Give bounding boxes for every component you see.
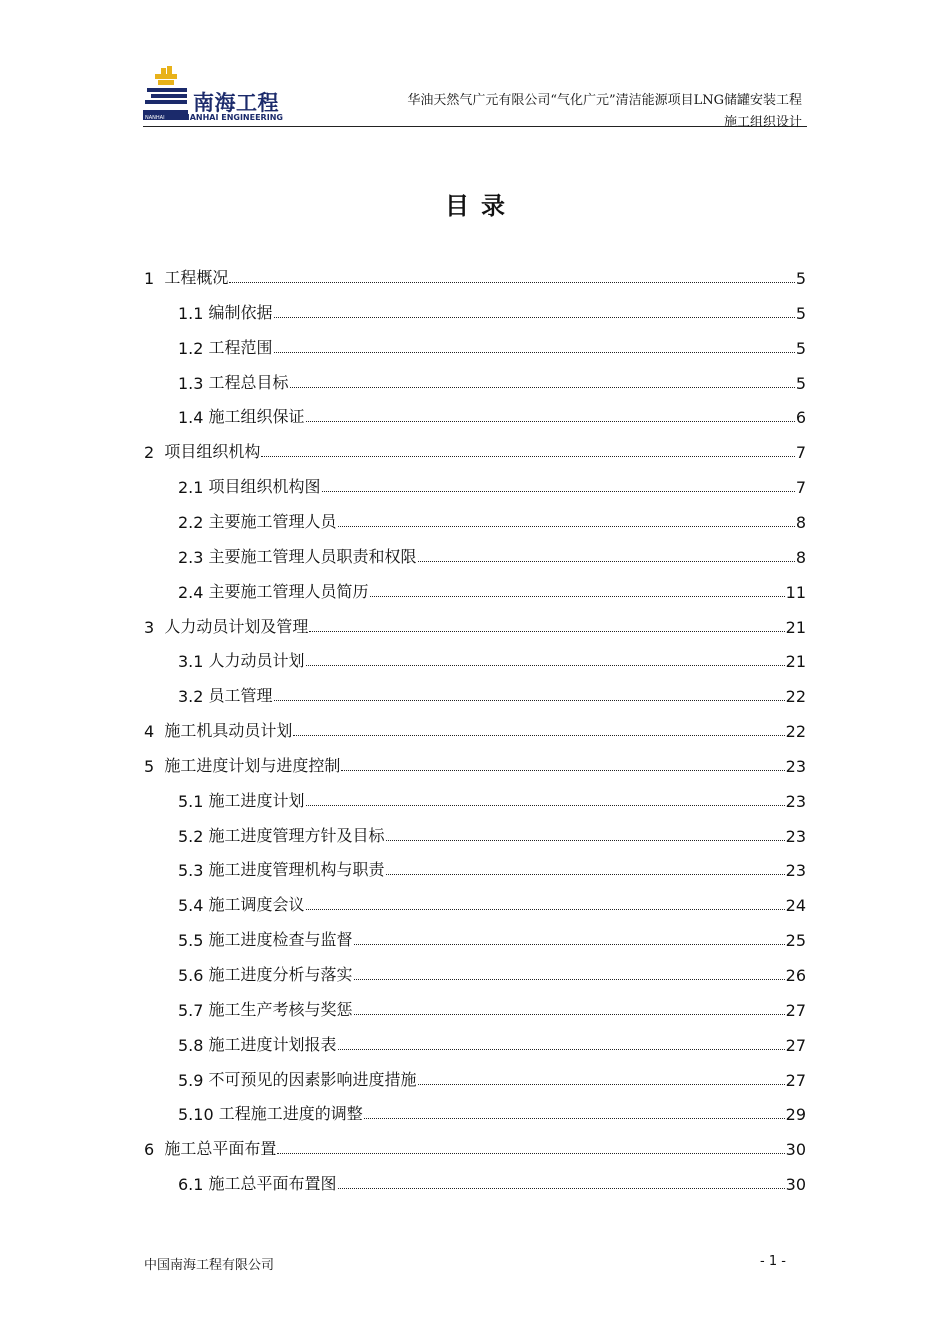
toc-entry-page: 30	[785, 1140, 806, 1160]
toc-entry-title: 项目组织机构图	[208, 477, 321, 497]
toc-entry-title: 施工生产考核与奖惩	[208, 999, 353, 1019]
toc-entry-number: 6.1	[178, 1175, 209, 1195]
toc-leader-dots	[261, 456, 794, 457]
toc-entry-title: 施工总平面布置	[164, 1139, 277, 1159]
toc-entry-title: 工程施工进度的调整	[218, 1104, 363, 1124]
toc-entry-page: 30	[785, 1175, 806, 1195]
toc-entry[interactable]	[0, 785, 806, 811]
toc-entry-page: 5	[795, 373, 806, 393]
toc-leader-dots	[306, 909, 785, 910]
toc-entry-page: 5	[795, 269, 806, 288]
page-title: 目录	[445, 192, 517, 220]
toc-entry-title: 施工组织保证	[208, 407, 305, 427]
toc-entry-page: 23	[785, 791, 806, 811]
toc-entry[interactable]	[0, 750, 806, 776]
toc-entry-page: 23	[785, 756, 806, 776]
toc-leader-dots	[418, 561, 795, 562]
toc-entry-page: 8	[795, 512, 806, 532]
toc-entry-page: 6	[795, 408, 806, 428]
toc-entry-page: 7	[795, 443, 806, 463]
toc-entry[interactable]	[0, 367, 806, 393]
toc-entry[interactable]	[0, 401, 806, 427]
toc-entry-number: 1.2	[178, 338, 209, 358]
toc-leader-dots	[364, 1118, 785, 1119]
toc-entry[interactable]	[0, 332, 806, 358]
toc-entry-page: 21	[785, 617, 806, 637]
toc-entry-number: 5.8	[178, 1035, 209, 1055]
toc-entry[interactable]	[0, 297, 806, 323]
toc-entry-number: 1.3	[178, 373, 209, 393]
toc-leader-dots	[354, 1014, 785, 1015]
toc-entry[interactable]	[0, 611, 806, 637]
toc-entry[interactable]	[0, 1133, 806, 1159]
toc-leader-dots	[274, 700, 785, 701]
toc-entry-title: 主要施工管理人员	[208, 511, 337, 531]
footer-company: 中国南海工程有限公司	[144, 1258, 275, 1273]
toc-entry-page: 25	[785, 931, 806, 951]
toc-leader-dots	[290, 387, 795, 388]
toc-entry-number: 2.4	[178, 582, 209, 602]
toc-entry[interactable]	[0, 471, 806, 497]
toc-leader-dots	[306, 421, 795, 422]
toc-entry-number: 5.10	[178, 1105, 219, 1125]
toc-entry-title: 项目组织机构	[164, 442, 261, 462]
toc-entry-title: 施工进度计划与进度控制	[164, 755, 341, 775]
toc-entry[interactable]	[0, 715, 806, 741]
toc-leader-dots	[354, 944, 785, 945]
toc-entry[interactable]	[0, 924, 806, 950]
toc-entry-page: 23	[785, 826, 806, 846]
toc-entry-number: 5	[144, 756, 165, 776]
toc-entry-title: 主要施工管理人员职责和权限	[208, 546, 417, 566]
toc-entry-page: 5	[795, 303, 806, 323]
toc-entry-number: 2.1	[178, 478, 209, 498]
toc-entry-number: 5.1	[178, 791, 209, 811]
toc-entry-title: 施工进度分析与落实	[208, 965, 353, 984]
toc-entry-title: 主要施工管理人员简历	[208, 581, 369, 601]
page-header	[143, 62, 807, 130]
toc-entry[interactable]	[0, 436, 806, 462]
toc-leader-dots	[274, 352, 795, 353]
toc-entry-title: 施工进度计划报表	[208, 1034, 337, 1054]
toc-entry-page: 11	[785, 582, 806, 602]
toc-entry[interactable]	[0, 889, 806, 915]
toc-entry-page: 7	[795, 478, 806, 498]
toc-leader-dots	[386, 840, 785, 841]
toc-entry-page: 27	[785, 1035, 806, 1055]
toc-entry-number: 1.4	[178, 408, 209, 428]
toc-entry-page: 27	[785, 1070, 806, 1090]
toc-entry-number: 3.2	[178, 687, 209, 707]
toc-entry[interactable]	[0, 1029, 806, 1055]
toc-entry[interactable]	[0, 854, 806, 880]
toc-entry-page: 23	[785, 861, 806, 881]
toc-entry-title: 员工管理	[208, 686, 273, 706]
company-logo	[143, 66, 313, 122]
toc-entry-title: 编制依据	[208, 302, 273, 322]
toc-leader-dots	[370, 596, 785, 597]
toc-entry-title: 工程总目标	[208, 372, 289, 392]
toc-entry[interactable]	[0, 262, 806, 288]
toc-entry-number: 1	[144, 269, 165, 288]
toc-entry-number: 5.9	[178, 1070, 209, 1090]
toc-leader-dots	[338, 1049, 785, 1050]
toc-entry-number: 5.7	[178, 1000, 209, 1020]
toc-entry-title: 人力动员计划及管理	[164, 616, 309, 636]
toc-entry-number: 3	[144, 617, 165, 637]
toc-entry[interactable]	[0, 959, 806, 985]
toc-entry-page: 26	[785, 966, 806, 985]
toc-entry-number: 3.1	[178, 652, 209, 672]
toc-leader-dots	[338, 526, 795, 527]
toc-entry-number: 6	[144, 1140, 165, 1160]
toc-entry[interactable]	[0, 820, 806, 846]
toc-entry-title: 不可预见的因素影响进度措施	[208, 1069, 417, 1089]
toc-entry-number: 2	[144, 443, 165, 463]
toc-entry-number: 5.2	[178, 826, 209, 846]
toc-entry-page: 8	[795, 547, 806, 567]
toc-leader-dots	[306, 665, 785, 666]
toc-entry-number: 5.6	[178, 966, 209, 985]
toc-entry-page: 24	[785, 896, 806, 916]
toc-entry[interactable]	[0, 680, 806, 706]
toc-entry-number: 1.1	[178, 303, 209, 323]
toc-entry[interactable]	[0, 506, 806, 532]
toc-entry[interactable]	[0, 994, 806, 1020]
toc-entry[interactable]	[0, 541, 806, 567]
toc-leader-dots	[418, 1084, 785, 1085]
toc-leader-dots	[341, 770, 784, 771]
toc-leader-dots	[293, 735, 784, 736]
header-project-title: 华油天然气广元有限公司“气化广元”清洁能源项目LNG储罐安装工程	[407, 93, 802, 108]
toc-entry-number: 2.3	[178, 547, 209, 567]
toc-entry[interactable]	[0, 645, 806, 671]
logo-chinese-name: 南海工程	[193, 91, 279, 115]
toc-leader-dots	[306, 805, 785, 806]
toc-entry-page: 22	[785, 722, 806, 742]
toc-entry-title: 施工进度计划	[208, 790, 305, 810]
toc-entry[interactable]	[0, 576, 806, 602]
toc-entry-title: 施工总平面布置图	[208, 1174, 337, 1194]
toc-entry-title: 施工机具动员计划	[164, 721, 293, 741]
logo-english-name: NANHAI ENGINEERING	[183, 113, 283, 122]
toc-entry-page: 21	[785, 652, 806, 672]
toc-entry-page: 5	[795, 338, 806, 358]
toc-entry-title: 施工调度会议	[208, 895, 305, 915]
toc-entry[interactable]	[0, 1064, 806, 1090]
toc-entry[interactable]	[0, 1168, 806, 1194]
toc-entry-page: 29	[785, 1105, 806, 1125]
toc-entry-page: 22	[785, 687, 806, 707]
toc-entry-title: 工程概况	[164, 268, 229, 287]
toc-entry-number: 5.4	[178, 896, 209, 916]
toc-leader-dots	[229, 282, 794, 283]
toc-entry-title: 施工进度管理机构与职责	[208, 860, 385, 880]
footer-page-number: - 1 -	[760, 1254, 786, 1269]
logo-subtext: NANHAI	[145, 115, 165, 121]
toc-entry-title: 工程范围	[208, 337, 273, 357]
toc-leader-dots	[354, 979, 785, 980]
toc-leader-dots	[322, 491, 795, 492]
toc-leader-dots	[274, 317, 795, 318]
toc-entry-number: 5.5	[178, 931, 209, 951]
toc-entry-page: 27	[785, 1000, 806, 1020]
toc-entry-title: 人力动员计划	[208, 651, 305, 671]
toc-entry[interactable]	[0, 1098, 806, 1124]
toc-entry-number: 4	[144, 722, 165, 742]
toc-entry-title: 施工进度检查与监督	[208, 930, 353, 950]
toc-leader-dots	[338, 1188, 785, 1189]
toc-entry-number: 2.2	[178, 512, 209, 532]
header-document-type: 施工组织设计	[723, 115, 802, 130]
toc-entry-title: 施工进度管理方针及目标	[208, 825, 385, 845]
toc-leader-dots	[277, 1153, 784, 1154]
toc-entry-number: 5.3	[178, 861, 209, 881]
toc-leader-dots	[309, 631, 784, 632]
toc-leader-dots	[386, 874, 785, 875]
